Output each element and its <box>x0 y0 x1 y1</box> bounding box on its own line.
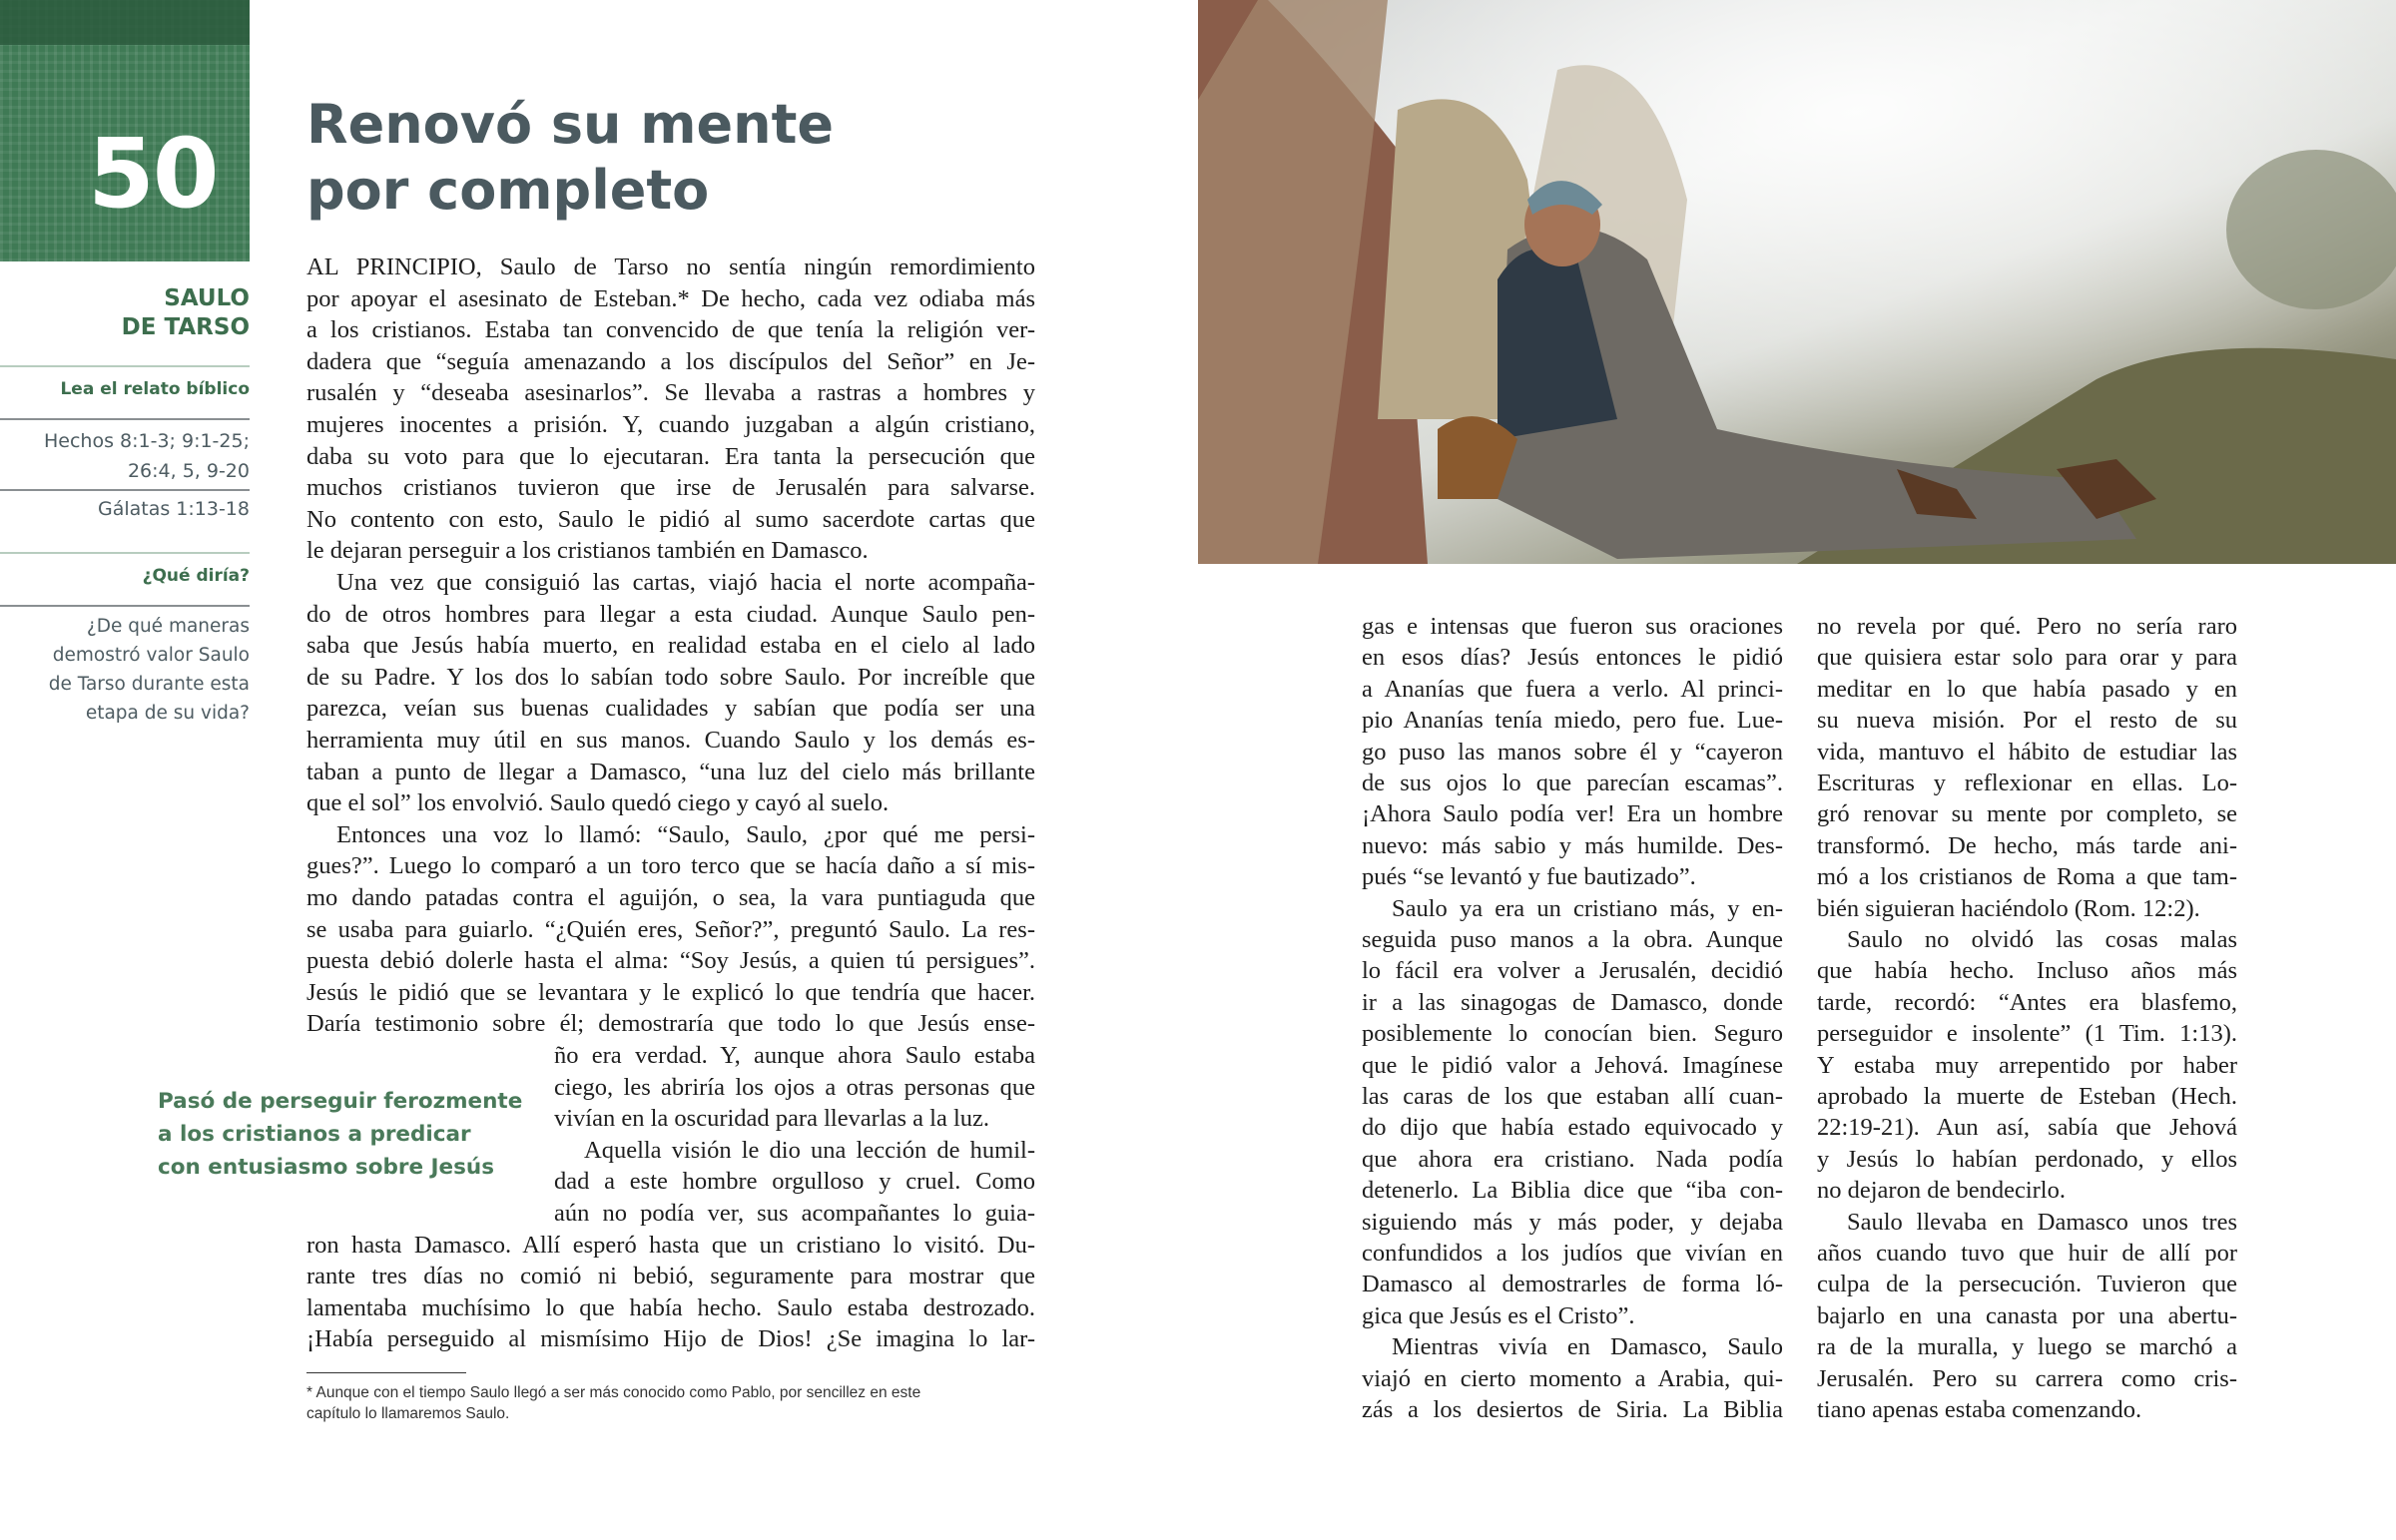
text-line: Una vez que consiguió las cartas, viajó hacia el norte acompaña- <box>336 569 1035 596</box>
text-line: mo dando patadas contra el aguijón, o sea, la vara puntiaguda que <box>306 884 1035 911</box>
reflection-question <box>49 612 250 728</box>
chapter-number: 50 <box>88 118 218 230</box>
text-line: tiano apenas estaba comenzando. <box>1817 1396 2142 1423</box>
text-line: ño era verdad. Y, aunque ahora Saulo estaba <box>554 1042 1035 1069</box>
question-line: demostró valor Saulo <box>52 645 250 666</box>
divider <box>0 489 250 491</box>
text-line: su nueva misión. Por el resto de su <box>1817 707 2237 735</box>
text-line: ¡Ahora Saulo podía ver! Era un hombre <box>1362 800 1783 828</box>
text-line: lamentaba muchísimo lo que había hecho. Saulo estaba destrozado. <box>306 1293 1035 1321</box>
text-line: tarde, recordó: “Antes era blasfemo, <box>1817 988 2237 1016</box>
text-line: daba su voto para que lo ejecutaran. Era tanta la persecución que <box>306 442 1035 470</box>
text-line: Saulo no olvidó las cosas malas <box>1847 926 2237 953</box>
text-line: Daría testimonio sobre él; demostraría que todo lo que Jesús ense- <box>306 1010 1035 1038</box>
text-line: dad a este hombre orgulloso y cruel. Como <box>554 1168 1035 1196</box>
text-line: viajó en cierto momento a Arabia, qui- <box>1362 1364 1783 1392</box>
text-line: ¡Había perseguido al mismísimo Hijo de Dios! ¿Se imagina lo lar- <box>306 1325 1035 1353</box>
text-line: no dejaron de bendecirlo. <box>1817 1177 2066 1205</box>
text-line: bajarlo en una canasta por una abertu- <box>1817 1301 2237 1329</box>
text-line: años cuando tuvo que huir de allí por <box>1817 1240 2237 1267</box>
text-line: que quisiera estar solo para orar y para <box>1817 644 2237 672</box>
text-line: las caras de los que estaban allí cuan- <box>1362 1083 1783 1110</box>
text-line: ir a las sinagogas de Damasco, donde <box>1362 988 1783 1016</box>
footnote-line: capítulo lo llamaremos Saulo. <box>306 1405 510 1422</box>
text-line: que le pidió valor a Jehová. Imagínese <box>1362 1051 1783 1079</box>
text-line: zás a los desiertos de Siria. La Biblia <box>1362 1396 1783 1423</box>
text-line: mó a los cristianos de Roma a que tam- <box>1817 863 2237 891</box>
text-line: gues?”. Luego lo comparó a un toro terco que se hacía daño a sí mis- <box>306 852 1035 880</box>
text-line: Saulo ya era un cristiano más, y en- <box>1392 894 1783 922</box>
read-label: Lea el relato bíblico <box>60 379 250 399</box>
footnote <box>306 1382 1035 1424</box>
text-line: pués “se levantó y fue bautizado”. <box>1362 863 1696 891</box>
character-name-line: DE TARSO <box>121 314 250 340</box>
text-line: No contento con esto, Saulo le pidió al sumo sacerdote cartas que <box>306 505 1035 533</box>
text-line: nuevo: más sabio y más humilde. Des- <box>1362 831 1783 859</box>
text-line: Damasco al demostrarles de forma ló- <box>1362 1271 1783 1298</box>
text-line: Escrituras y reflexionar en ellas. Lo- <box>1817 770 2237 796</box>
text-line: confundidos a los judíos que vivían en <box>1362 1240 1783 1267</box>
chapter-block-band <box>0 0 250 45</box>
pull-quote-line: a los cristianos a predicar <box>158 1122 471 1147</box>
text-line: y Jesús lo habían perdonado, y ellos <box>1817 1145 2237 1173</box>
text-line: Mientras vivía en Damasco, Saulo <box>1392 1333 1783 1361</box>
text-line: vida, mantuvo el hábito de estudiar las <box>1817 738 2237 766</box>
text-line: que había hecho. Incluso años más <box>1817 957 2237 985</box>
text-line: aprobado la muerte de Esteban (Hech. <box>1817 1083 2237 1110</box>
text-line: bién siguieran haciéndolo (Rom. 12:2). <box>1817 894 2200 922</box>
footnote-line: * Aunque con el tiempo Saulo llegó a ser más conocido como Pablo, por sencillez en este <box>306 1384 921 1401</box>
text-line: dadera que “seguía amenazando a los discípulos del Señor” en Je- <box>306 347 1035 375</box>
text-line: seguida puso manos a la obra. Aunque <box>1362 926 1783 953</box>
question-label: ¿Qué diría? <box>142 566 250 586</box>
footnote-divider <box>306 1372 466 1373</box>
character-name <box>122 284 250 342</box>
text-line: AL PRINCIPIO, Saulo de Tarso no sentía ningún remordimiento <box>306 254 1035 280</box>
text-line: herramienta muy útil en sus manos. Cuando Saulo y los demás es- <box>306 727 1035 754</box>
title-line: por completo <box>306 159 710 222</box>
text-line: siguiendo más y más poder, y dejaba <box>1362 1208 1783 1236</box>
pull-quote <box>158 1085 522 1184</box>
text-line: de su Padre. Y los dos lo sabían todo sobre Saulo. Por increíble que <box>306 663 1035 691</box>
text-line: saba que Jesús había muerto, en realidad estaba en el cielo al lado <box>306 632 1035 660</box>
text-line: culpa de la persecución. Tuvieron que <box>1817 1271 2237 1298</box>
illustration-saul-blinded <box>1198 0 2396 564</box>
text-line: gica que Jesús es el Cristo”. <box>1362 1301 1635 1329</box>
text-line: Aquella visión le dio una lección de humil- <box>584 1136 1035 1164</box>
text-line: Jesús le pidió que se levantara y le explicó lo que tendría que hacer. <box>306 978 1035 1006</box>
text-line: rante tres días no comió ni bebió, seguramente para mostrar que <box>306 1263 1035 1290</box>
text-line: no revela por qué. Pero no sería raro <box>1817 613 2237 640</box>
text-line: do de otros hombres para llegar a esta ciudad. Aunque Saulo pen- <box>306 600 1035 628</box>
text-line: puesta debió dolerle hasta el alma: “Soy Jesús, a quien tú persigues”. <box>306 947 1035 975</box>
text-line: gró renovar su mente por completo, se <box>1817 800 2237 828</box>
question-line: ¿De qué maneras <box>86 616 250 637</box>
text-line: parezca, veían sus buenas cualidades y sabían que podía ser una <box>306 695 1035 723</box>
text-line: ciego, les abriría los ojos a otras personas que <box>554 1073 1035 1101</box>
text-line: aún no podía ver, sus acompañantes lo guia- <box>554 1200 1035 1227</box>
text-line: ron hasta Damasco. Allí esperó hasta que un cristiano lo visitó. Du- <box>306 1231 1035 1259</box>
divider <box>0 365 250 367</box>
character-name-line: SAULO <box>164 285 250 311</box>
text-line: transformó. De hecho, más tarde ani- <box>1817 831 2237 859</box>
title-line: Renovó su mente <box>306 93 835 156</box>
illustration-art <box>1198 0 2396 564</box>
text-line: vivían en la oscuridad para llevarlas a la luz. <box>554 1105 990 1133</box>
text-line: mujeres inocentes a prisión. Y, cuando juzgaban a algún cristiano, <box>306 411 1035 438</box>
text-line: pio Ananías tenía miedo, pero fue. Lue- <box>1362 707 1783 735</box>
text-line: ra de la muralla, y luego se marchó a <box>1817 1333 2237 1361</box>
text-line: Saulo llevaba en Damasco unos tres <box>1847 1208 2237 1236</box>
text-line: gas e intensas que fueron sus oraciones <box>1362 613 1783 640</box>
scripture-reference: Gálatas 1:13-18 <box>97 498 250 520</box>
text-line: perseguidor e insolente” (1 Tim. 1:13). <box>1817 1020 2237 1048</box>
text-line: muchos cristianos tuvieron que irse de Jerusalén para salvarse. <box>306 474 1035 502</box>
text-line: Entonces una voz lo llamó: “Saulo, Saulo, ¿por qué me persi- <box>336 820 1035 848</box>
divider <box>0 605 250 607</box>
divider <box>0 552 250 554</box>
pull-quote-line: con entusiasmo sobre Jesús <box>158 1155 495 1180</box>
scripture-references <box>44 426 250 486</box>
text-line: de sus ojos lo que parecían escamas”. <box>1362 770 1783 796</box>
text-line: le dejaran perseguir a los cristianos también en Damasco. <box>306 537 869 565</box>
text-line: posiblemente lo conocían bien. Seguro <box>1362 1020 1783 1048</box>
question-line: de Tarso durante esta <box>48 674 250 695</box>
text-line: en esos días? Jesús entonces le pidió <box>1362 644 1783 672</box>
question-line: etapa de su vida? <box>85 703 250 724</box>
divider <box>0 418 250 420</box>
text-line: lo fácil era volver a Jerusalén, decidió <box>1362 957 1783 985</box>
text-line: Jerusalén. Pero su carrera como cris- <box>1817 1364 2237 1392</box>
text-line: taban a punto de llegar a Damasco, “una luz del cielo más brillante <box>306 758 1035 785</box>
text-line: rusalén y “deseaba asesinarlos”. Se llevaba a rastras a hombres y <box>306 379 1035 407</box>
text-line: go puso las manos sobre él y “cayeron <box>1362 738 1783 766</box>
scripture-reference: Hechos 8:1-3; 9:1-25; <box>43 430 250 452</box>
chapter-number-block <box>0 0 250 261</box>
pull-quote-line: Pasó de perseguir ferozmente <box>158 1089 523 1114</box>
text-line: por apoyar el asesinato de Esteban.* De hecho, cada vez odiaba más <box>306 284 1035 312</box>
scripture-reference: 26:4, 5, 9-20 <box>127 460 250 482</box>
text-line: detenerlo. La Biblia dice que “iba con- <box>1362 1177 1783 1205</box>
text-line: meditar en lo que había pasado y en <box>1817 675 2237 703</box>
text-line: que el sol” los envolvió. Saulo quedó ciego y cayó al suelo. <box>306 789 890 817</box>
text-line: do dijo que había estado equivocado y <box>1362 1114 1783 1142</box>
text-line: a Ananías que fuera a verlo. Al princi- <box>1362 675 1783 703</box>
text-line: a los cristianos. Estaba tan convencido de que tenía la religión ver- <box>306 316 1035 344</box>
text-line: 22:19-21). Aun así, sabía que Jehová <box>1817 1114 2237 1142</box>
text-line: se usaba para guiarlo. “¿Quién eres, Señor?”, preguntó Saulo. La res- <box>306 915 1035 943</box>
page-title <box>306 92 834 224</box>
text-line: Y estaba muy arrepentido por haber <box>1817 1051 2237 1079</box>
text-line: que ahora era cristiano. Nada podía <box>1362 1145 1783 1173</box>
